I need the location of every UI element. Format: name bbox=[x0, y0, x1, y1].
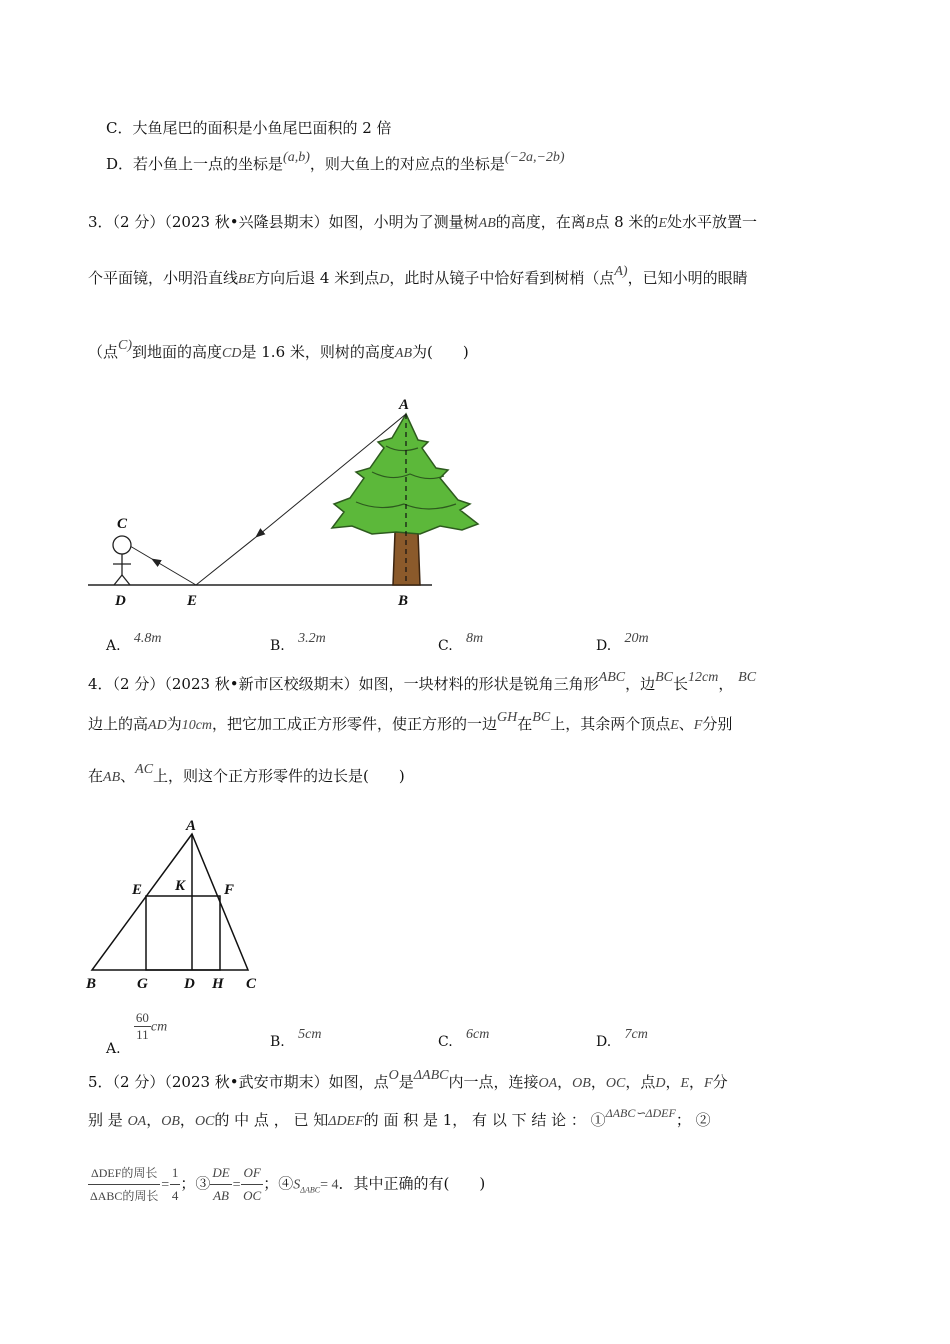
label-b: B bbox=[86, 976, 97, 992]
q3-option-d[interactable]: D. 20m bbox=[596, 631, 649, 654]
tree-foliage bbox=[332, 414, 478, 534]
stick-person bbox=[113, 536, 131, 585]
q2-option-d: D．若小鱼上一点的坐标是(a,b)，则大鱼上的对应点的坐标是(−2a,−2b) bbox=[106, 150, 565, 173]
q3-option-b[interactable]: B. 3.2m bbox=[270, 631, 326, 654]
q4-option-b[interactable]: B. 5cm bbox=[270, 1027, 322, 1050]
q3-tree-mirror-figure bbox=[0, 392, 950, 632]
q4-line-3: 在AB、AC上，则这个正方形零件的边长是( ) bbox=[88, 762, 405, 785]
label-h: H bbox=[212, 976, 224, 992]
label-f: F bbox=[224, 882, 235, 898]
q5-line-1: 5．（2 分）（2023 秋•武安市期末）如图，点O是ΔABC内一点，连接OA，OB，OC，点D，E，F分 bbox=[88, 1068, 728, 1091]
label-b: B bbox=[398, 593, 409, 609]
q4-option-c[interactable]: C. 6cm bbox=[438, 1027, 490, 1050]
label-e: E bbox=[132, 882, 143, 898]
label-k: K bbox=[175, 878, 186, 894]
label-a: A bbox=[399, 397, 410, 413]
q4-line-1: 4．（2 分）（2023 秋•新市区校级期末）如图，一块材料的形状是锐角三角形ABC，边BC长12cm， BC bbox=[88, 670, 757, 693]
label-c: C bbox=[246, 976, 257, 992]
label-g: G bbox=[137, 976, 148, 992]
light-ray-e-to-c bbox=[152, 559, 196, 585]
q4-option-a[interactable]: A. $\frac{60}{11}$ cm bbox=[106, 1010, 168, 1057]
q4-line-2: 边上的高AD为10cm，把它加工成正方形零件，使正方形的一边GH在BC上，其余两个顶点E、F分别 bbox=[88, 710, 733, 733]
label-e: E bbox=[187, 593, 198, 609]
square-efhg bbox=[146, 896, 220, 970]
label-a: A bbox=[186, 818, 197, 834]
q3-line-2: 个平面镜，小明沿直线BE方向后退 4 米到点D，此时从镜子中恰好看到树梢（点A)，已知小明的眼睛 bbox=[88, 264, 748, 287]
q2-option-c: C．大鱼尾巴的面积是小鱼尾巴面积的 2 倍 bbox=[106, 119, 392, 137]
q4-triangle-square-figure bbox=[80, 812, 380, 992]
q3-option-a[interactable]: A. 4.8m bbox=[106, 631, 162, 654]
q5-line-3: $\frac{\text{ΔDEF的周长}}{\text{ΔABC的周长}}$ = $\frac{1}{4}$ ；③ $\frac{DE}{AB}$ = $\frac{OF}{OC}$ ；$④S_{\Delta ABC}= 4$．其中正确的有( ) bbox=[88, 1162, 485, 1207]
q4-option-d[interactable]: D. 7cm bbox=[596, 1027, 648, 1050]
label-d: D bbox=[184, 976, 195, 992]
label-d: D bbox=[115, 593, 126, 609]
q3-option-c[interactable]: C. 8m bbox=[438, 631, 484, 654]
q5-line-2: 别 是 OA，OB，OC的 中 点 ， 已 知ΔDEF的 面 积 是 1， 有 以 下 结 论 ： ①$^{\Delta ABC∽\Delta DEF}$； ② bbox=[88, 1106, 711, 1129]
q3-line-1: 3．（2 分）（2023 秋•兴隆县期末）如图，小明为了测量树AB的高度，在离B点 8 米的E处水平放置一 bbox=[88, 213, 758, 231]
triangle-abc bbox=[92, 834, 248, 970]
q3-line-3: （点C)到地面的高度CD是 1.6 米，则树的高度AB为( ) bbox=[88, 338, 469, 361]
label-c: C bbox=[117, 516, 128, 532]
